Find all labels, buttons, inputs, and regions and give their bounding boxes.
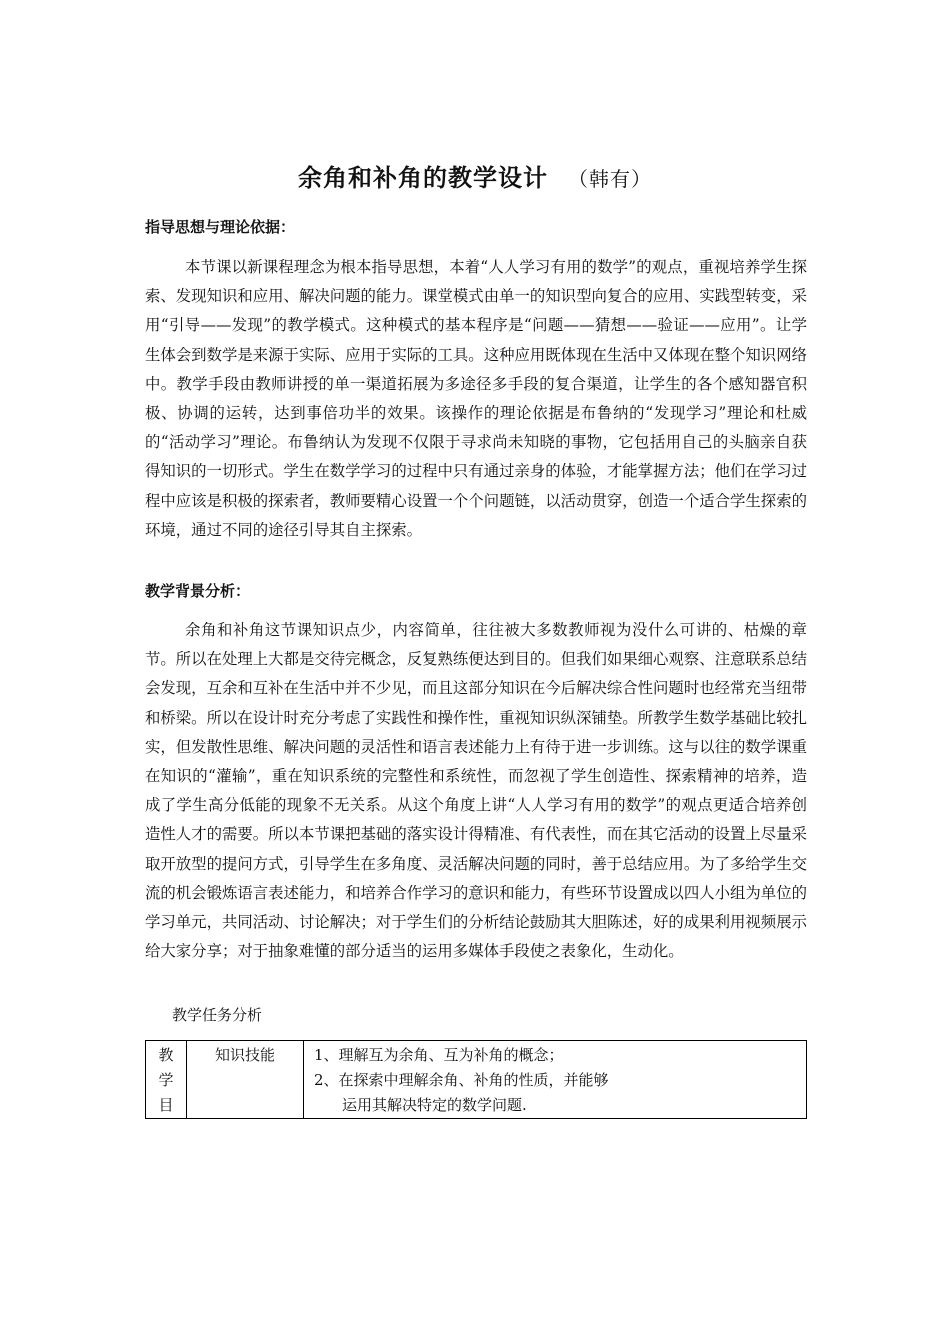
section-heading-background: 教学背景分析： <box>145 582 251 600</box>
paragraph-guiding-theory: 本节课以新课程理念为根本指导思想，本着“人人学习有用的数学”的观点，重视培养学生探索、发现知识和应用、解决问题的能力。课堂模式由单一的知识型向复合的应用、实践型转变，采用“引导——发现”的教学模式。这种模式的基本程序是“问题——猜想——验证——应用”。让学生体会到数学是来源于实际、应用于实际的工具。这种应用既体现在生活中又体现在整个知识网络中。教学手段由教师讲授的单一渠道拓展为多途径多手段的复合渠道，让学生的各个感知器官积极、协调的运转，达到事倍功半的效果。该操作的理论依据是布鲁纳的“发现学习”理论和杜威的“活动学习”理论。布鲁纳认为发现不仅限于寻求尚未知晓的事物，它包括用自己的头脑亲自获得知识的一切形式。学生在数学学习的过程中只有通过亲身的体验，才能掌握方法；他们在学习过程中应该是积极的探索者，教师要精心设置一个个问题链，以活动贯穿，创造一个适合学生探索的环境，通过不同的途径引导其自主探索。 <box>145 258 807 539</box>
section-heading-task-analysis: 教学任务分析 <box>172 1006 263 1024</box>
content-cell <box>304 1041 807 1119</box>
list-item-continuation: 运用其解决特定的数学问题. <box>342 1096 527 1114</box>
vertical-char: 目 <box>158 1096 174 1114</box>
list-item: 2、在探索中理解余角、补角的性质，并能够 <box>314 1071 609 1089</box>
category-cell: 知识技能 <box>187 1041 304 1119</box>
task-analysis-table <box>145 1040 807 1119</box>
document-title <box>0 158 950 193</box>
vertical-char: 学 <box>158 1071 174 1089</box>
title-text: 余角和补角的教学设计 <box>298 164 548 192</box>
list-item: 1、理解互为余角、互为补角的概念； <box>314 1046 564 1064</box>
vertical-char: 教 <box>158 1046 174 1064</box>
author-name: （韩有） <box>568 167 652 191</box>
paragraph-background: 余角和补角这节课知识点少，内容简单，往往被大多数教师视为没什么可讲的、枯燥的章节。所以在处理上大都是交待完概念，反复熟练便达到目的。但我们如果细心观察、注意联系总结会发现，互余和互补在生活中并不少见，而且这部分知识在今后解决综合性问题时也经常充当纽带和桥梁。所以在设计时充分考虑了实践性和操作性，重视知识纵深铺垫。所教学生数学基础比较扎实，但发散性思维、解决问题的灵活性和语言表述能力上有待于进一步训练。这与以往的数学课重在知识的“灌输”，重在知识系统的完整性和系统性，而忽视了学生创造性、探索精神的培养，造成了学生高分低能的现象不无关系。从这个角度上讲“人人学习有用的数学”的观点更适合培养创造性人才的需要。所以本节课把基础的落实设计得精准、有代表性，而在其它活动的设置上尽量采取开放型的提问方式，引导学生在多角度、灵活解决问题的同时，善于总结应用。为了多给学生交流的机会锻炼语言表述能力，和培养合作学习的意识和能力，有些环节设置成以四人小组为单位的学习单元，共同活动、讨论解决；对于学生们的分析结论鼓励其大胆陈述，好的成果利用视频展示给大家分享；对于抽象难懂的部分适当的运用多媒体手段使之表象化，生动化。 <box>145 621 807 961</box>
objective-label-cell <box>146 1041 187 1119</box>
section-heading-guiding-theory: 指导思想与理论依据： <box>145 218 296 236</box>
table-row <box>146 1041 807 1119</box>
